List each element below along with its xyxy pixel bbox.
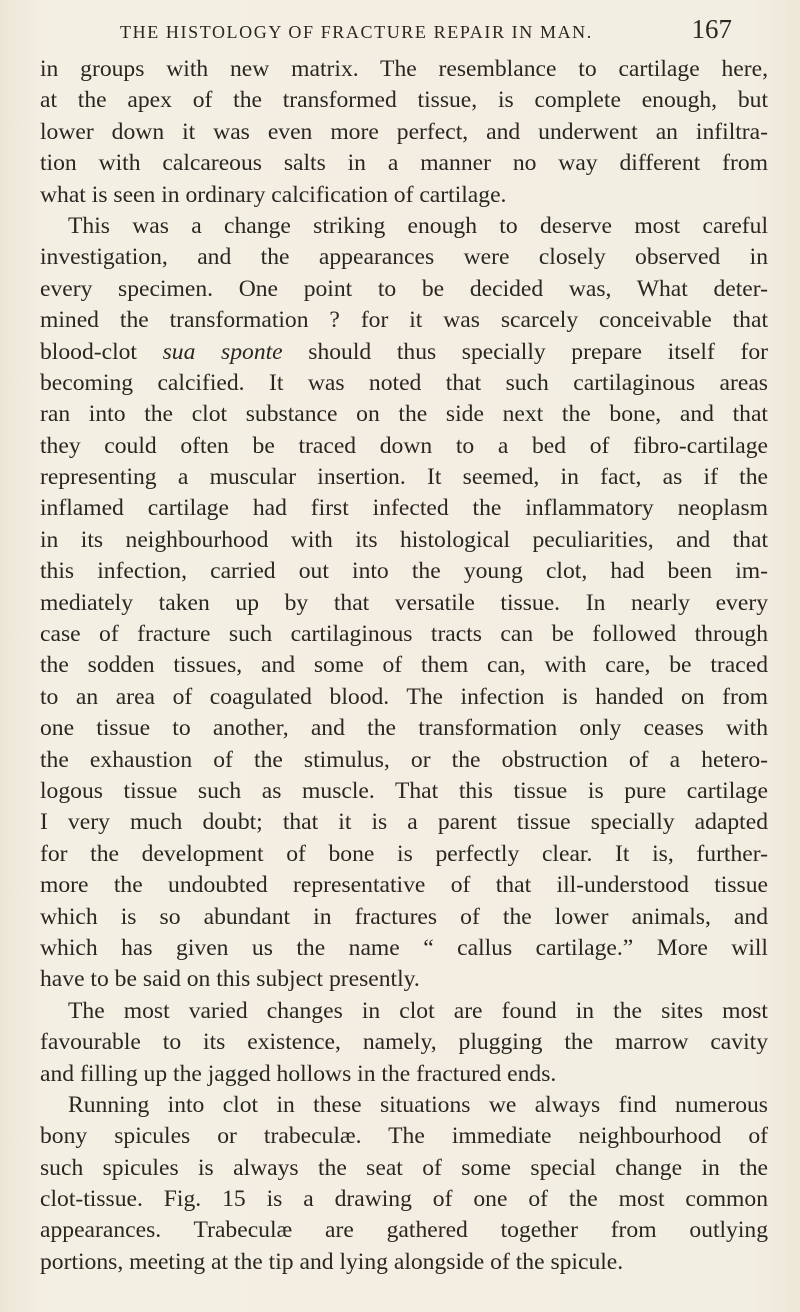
text-line: every specimen. One point to be decided was, What deter- <box>40 275 768 302</box>
body-text <box>40 54 768 1278</box>
text-line: at the apex of the transformed tissue, is complete enough, but <box>40 87 768 114</box>
page-header <box>120 14 732 50</box>
text-line: mined the transformation ? for it was scarcely conceivable that <box>40 307 768 334</box>
text-line: The most varied changes in clot are found in the sites most <box>68 997 768 1024</box>
text-line: ran into the clot substance on the side next the bone, and that <box>40 401 768 428</box>
text-line: one tissue to another, and the transformation only ceases with <box>40 715 768 742</box>
page-number: 167 <box>691 14 732 44</box>
text-line: favourable to its existence, namely, plugging the marrow cavity <box>40 1029 768 1056</box>
text-line: case of fracture such cartilaginous tracts can be followed through <box>40 621 768 648</box>
text-line: in its neighbourhood with its histological peculiarities, and that <box>40 526 768 553</box>
text-line: for the development of bone is perfectly clear. It is, further- <box>40 840 768 867</box>
text-line: they could often be traced down to a bed of fibro-cartilage <box>40 432 768 459</box>
text-line: representing a muscular insertion. It seemed, in fact, as if the <box>40 464 768 491</box>
text-line: inflamed cartilage had first infected the inflammatory neoplasm <box>40 495 768 522</box>
text-line: more the undoubted representative of that ill-understood tissue <box>40 872 768 899</box>
text-line: the sodden tissues, and some of them can, with care, be traced <box>40 652 768 679</box>
text-line: which is so abundant in fractures of the lower animals, and <box>40 903 768 930</box>
text-line: have to be said on this subject presently. <box>40 966 420 993</box>
text-line: bony spicules or trabeculæ. The immediate neighbourhood of <box>40 1123 768 1150</box>
text-line: mediately taken up by that versatile tissue. In nearly every <box>40 589 768 616</box>
text-line: investigation, and the appearances were closely observed in <box>40 244 768 271</box>
text-line: which has given us the name “ callus cartilage.” More will <box>40 934 768 961</box>
text-line: logous tissue such as muscle. That this tissue is pure cartilage <box>40 777 768 804</box>
text-line: lower down it was even more perfect, and underwent an infiltra- <box>40 118 768 145</box>
text-line: this infection, carried out into the young clot, had been im- <box>40 558 768 585</box>
text-line-mixed <box>40 337 768 368</box>
text-line: appearances. Trabeculæ are gathered together from outlying <box>40 1217 768 1244</box>
text-line: such spicules is always the seat of some special change in the <box>40 1154 768 1181</box>
text-line: becoming calcified. It was noted that such cartilaginous areas <box>40 369 768 396</box>
text-line: I very much doubt; that it is a parent tissue specially adapted <box>40 809 768 836</box>
text-line: what is seen in ordinary calcification of cartilage. <box>40 181 507 208</box>
text-fragment: blood-clot <box>40 338 137 365</box>
text-line: portions, meeting at the tip and lying alongside of the spicule. <box>40 1248 624 1275</box>
text-line: the exhaustion of the stimulus, or the obstruction of a hetero- <box>40 746 768 773</box>
text-line: in groups with new matrix. The resemblance to cartilage here, <box>40 56 768 82</box>
text-line: to an area of coagulated blood. The infection is handed on from <box>40 683 768 710</box>
text-line: clot-tissue. Fig. 15 is a drawing of one of the most common <box>40 1186 768 1213</box>
italic-phrase: sua sponte <box>162 338 283 365</box>
text-line: Running into clot in these situations we always find numerous <box>68 1091 768 1118</box>
text-fragment: should thus specially prepare itself for <box>308 338 768 365</box>
text-line: tion with calcareous salts in a manner no way different from <box>40 150 768 177</box>
running-head: THE HISTOLOGY OF FRACTURE REPAIR IN MAN. <box>120 22 593 42</box>
text-line: This was a change striking enough to deserve most careful <box>68 212 768 239</box>
text-line: and filling up the jagged hollows in the fractured ends. <box>40 1060 557 1087</box>
